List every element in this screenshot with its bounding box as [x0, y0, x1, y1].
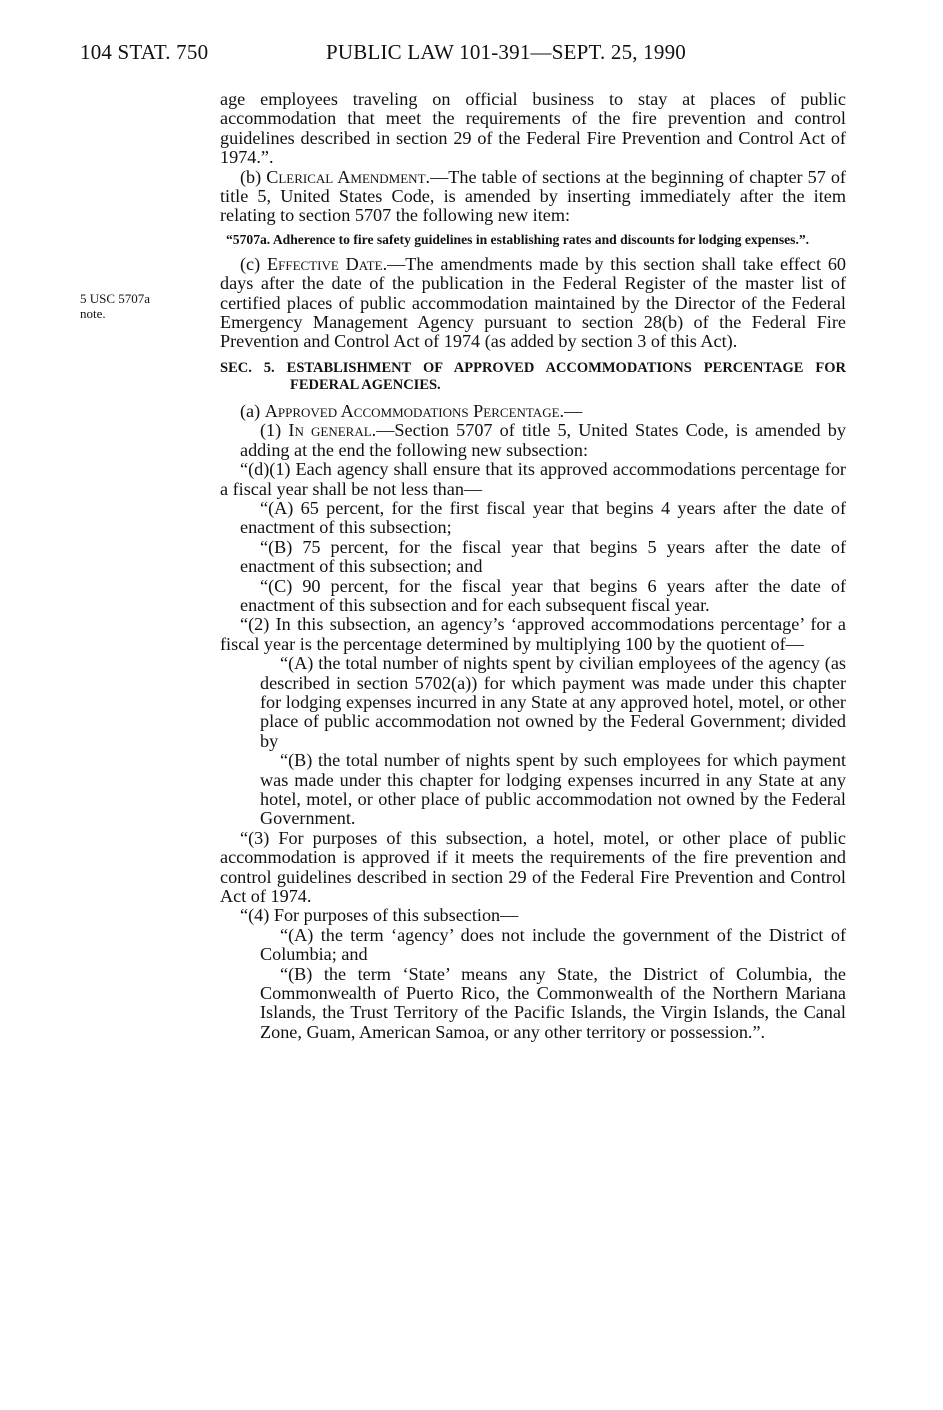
page-header — [80, 40, 860, 70]
paragraph-label: (a) — [240, 400, 265, 421]
stat-citation: 104 STAT. 750 — [80, 40, 209, 64]
subsection-d2: “(2) In this subsection, an agency’s ‘approved accommodations percentage’ for a fiscal year is the percentage determined by multiplying 100 by the quotient of— — [220, 614, 846, 654]
clause-d4a: “(A) the term ‘agency’ does not include the government of the District of Columbia; and — [260, 924, 846, 965]
paragraph-continuation: age employees traveling on official business to stay at places of public accommodation that meet the requirements of the fire prevention and control guidelines described in section 29 of the Federal Fire Prevention and Control Act of 1974.”. — [220, 89, 846, 168]
subsection-d3: “(3) For purposes of this subsection, a hotel, motel, or other place of public accommodation is approved if it meets the requirements of the fire prevention and control guidelines described in section 29 of the Federal Fire Prevention and Control Act of 1974. — [220, 827, 846, 907]
paragraph-text: .—The table of sections at the beginning of chapter 57 of title 5, United States Code, is amended by inserting immediately after the item relating to section 5707 the following new item: — [220, 166, 846, 226]
clause-d1a: “(A) 65 percent, for the first fiscal year that begins 4 years after the date of enactment of this subsection; — [240, 497, 846, 538]
paragraph-text: .— — [559, 400, 583, 421]
clause-d1c: “(C) 90 percent, for the fiscal year that begins 6 years after the date of enactment of this subsection and for each subsequent fiscal year. — [240, 575, 846, 615]
subsection-d4: “(4) For purposes of this subsection— — [240, 905, 519, 926]
public-law-title: PUBLIC LAW 101-391—SEPT. 25, 1990 — [326, 40, 686, 64]
paragraph-heading: Clerical Amendment — [266, 166, 426, 187]
clause-d2b: “(B) the total number of nights spent by such employees for which payment was made under this chapter for lodging expenses incurred in any State at any hotel, motel, or other place of public accommodation not owned by the Federal Government. — [260, 750, 846, 829]
margin-note-line: note. — [80, 306, 106, 321]
paragraph-text: .—Section 5707 of title 5, United States Code, is amended by adding at the end the following new subsection: — [240, 420, 846, 460]
subsection-d1: “(d)(1) Each agency shall ensure that its approved accommodations percentage for a fiscal year shall be not less than— — [220, 459, 846, 499]
paragraph-heading: In general — [288, 420, 372, 441]
section-heading: SEC. 5. ESTABLISHMENT OF APPROVED ACCOMMODATIONS PERCENTAGE FOR FEDERAL AGENCIES. — [220, 359, 846, 393]
paragraph-heading: Approved Accommodations Percentage — [264, 400, 560, 421]
paragraph-approved-accommodations — [220, 402, 846, 421]
paragraph-heading: Effective Date — [267, 253, 383, 274]
paragraph-label: (1) — [260, 420, 289, 441]
clause-d2a: “(A) the total number of nights spent by civilian employees of the agency (as described in section 5702(a)) for which payment was made under this chapter for lodging expenses incurred in any State at any approved hotel, motel, or other place of public accommodation not owned by the Federal Government; divided by — [260, 653, 846, 751]
margin-note-line: 5 USC 5707a — [80, 291, 151, 306]
paragraph-text: .—The amendments made by this section shall take effect 60 days after the date of the publication in the Federal Register of the master list of certified places of public accommodation maintained by the Director of the Federal Emergency Management Agency pursuant to section 28(b) of the Federal Fire Prevention and Control Act of 1974 (as added by section 3 of this Act). — [220, 253, 847, 352]
paragraph-clerical-amendment — [220, 168, 846, 226]
document-body — [220, 90, 846, 1042]
margin-note — [80, 291, 200, 321]
paragraph-label: (b) — [240, 166, 267, 187]
paragraph-effective-date — [220, 255, 846, 352]
clause-d4b: “(B) the term ‘State’ means any State, the District of Columbia, the Commonwealth of Puerto Rico, the Commonwealth of the Northern Mariana Islands, the Trust Territory of the Pacific Islands, the Virgin Islands, the Canal Zone, Guam, American Samoa, or any other territory or possession.”. — [260, 963, 846, 1042]
clause-d1b: “(B) 75 percent, for the fiscal year that begins 5 years after the date of enactment of this subsection; and — [240, 536, 846, 577]
table-of-sections-item: “5707a. Adherence to fire safety guidelines in establishing rates and discounts for lodging expenses.”. — [226, 231, 810, 247]
paragraph-label: (c) — [240, 253, 267, 274]
paragraph-in-general — [220, 421, 846, 460]
